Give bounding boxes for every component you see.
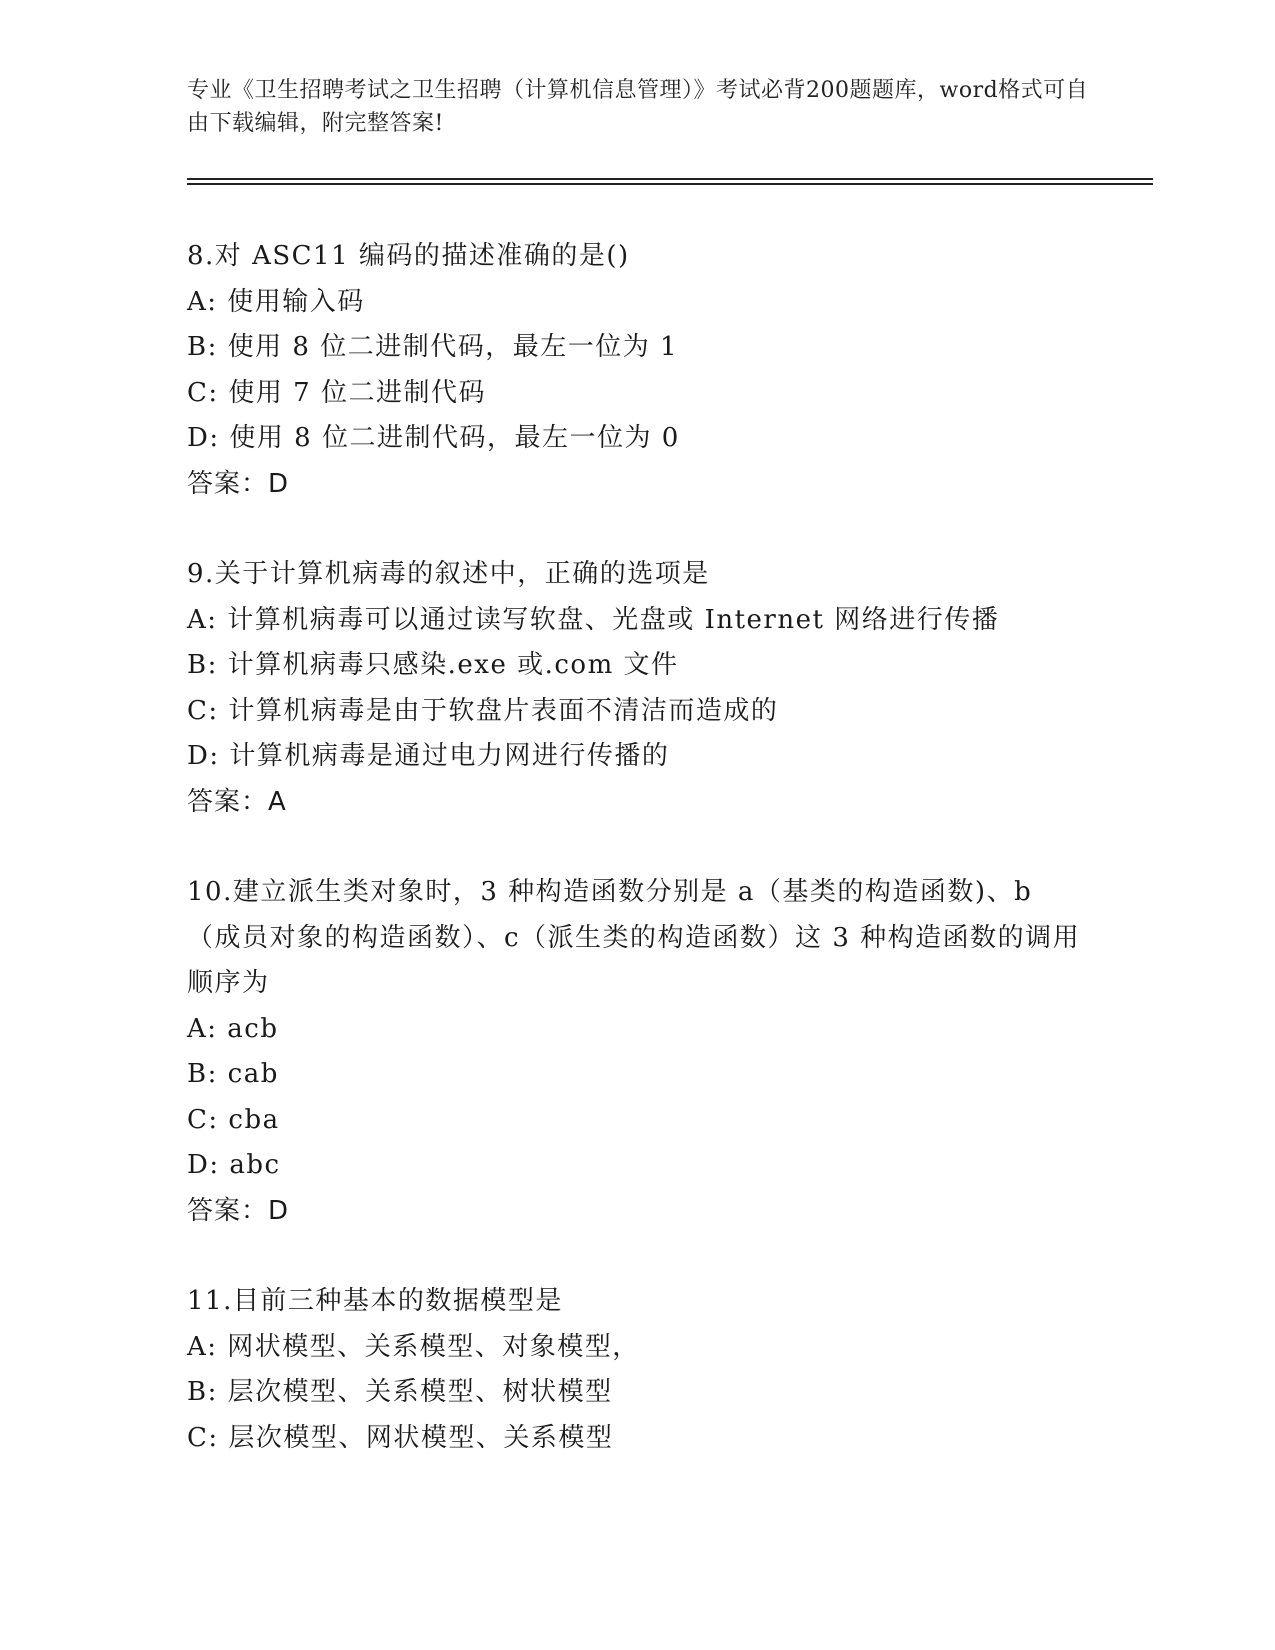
option-a: A: 使用输入码 xyxy=(187,286,365,317)
question-stem: 9.关于计算机病毒的叙述中，正确的选项是 xyxy=(187,559,710,589)
question-list xyxy=(187,234,1087,1461)
question-stem: 10.建立派生类对象时，3 种构造函数分别是 a（基类的构造函数)、b（成员对象的构造函数）、c（派生类的构造函数）这 3 种构造函数的调用顺序为 xyxy=(187,877,1081,998)
option-c: C: 层次模型、网状模型、关系模型 xyxy=(187,1422,614,1453)
question-8 xyxy=(187,234,1087,507)
option-c: C: 计算机病毒是由于软盘片表面不清洁而造成的 xyxy=(187,695,779,726)
answer-line: 答案：A xyxy=(187,786,287,817)
answer-line: 答案：D xyxy=(187,468,290,499)
option-c: C: 使用 7 位二进制代码 xyxy=(187,377,486,408)
header-intro-text: 专业《卫生招聘考试之卫生招聘（计算机信息管理）》考试必背200题题库，word格式可自由下载编辑，附完整答案! xyxy=(187,78,1089,136)
question-stem: 11.目前三种基本的数据模型是 xyxy=(187,1286,563,1316)
question-9 xyxy=(187,552,1087,825)
option-b: B: 使用 8 位二进制代码，最左一位为 1 xyxy=(187,332,679,362)
option-d: D: 使用 8 位二进制代码，最左一位为 0 xyxy=(187,423,680,453)
question-10 xyxy=(187,870,1087,1234)
option-d: D: abc xyxy=(187,1150,281,1180)
option-a: A: 计算机病毒可以通过读写软盘、光盘或 Internet 网络进行传播 xyxy=(187,604,1000,635)
option-b: B: 计算机病毒只感染.exe 或.com 文件 xyxy=(187,650,679,680)
question-stem: 8.对 ASC11 编码的描述准确的是() xyxy=(187,241,630,271)
option-a: A: 网状模型、关系模型、对象模型， xyxy=(187,1331,640,1362)
option-c: C: cba xyxy=(187,1104,280,1135)
question-11 xyxy=(187,1279,1087,1461)
option-b: B: 层次模型、关系模型、树状模型 xyxy=(187,1377,613,1407)
header-divider-top xyxy=(187,178,1153,180)
option-b: B: cab xyxy=(187,1059,279,1089)
answer-line: 答案：D xyxy=(187,1195,290,1226)
option-a: A: acb xyxy=(187,1013,279,1044)
option-d: D: 计算机病毒是通过电力网进行传播的 xyxy=(187,741,670,771)
header-divider-bottom xyxy=(187,183,1153,185)
document-header xyxy=(187,74,1097,140)
